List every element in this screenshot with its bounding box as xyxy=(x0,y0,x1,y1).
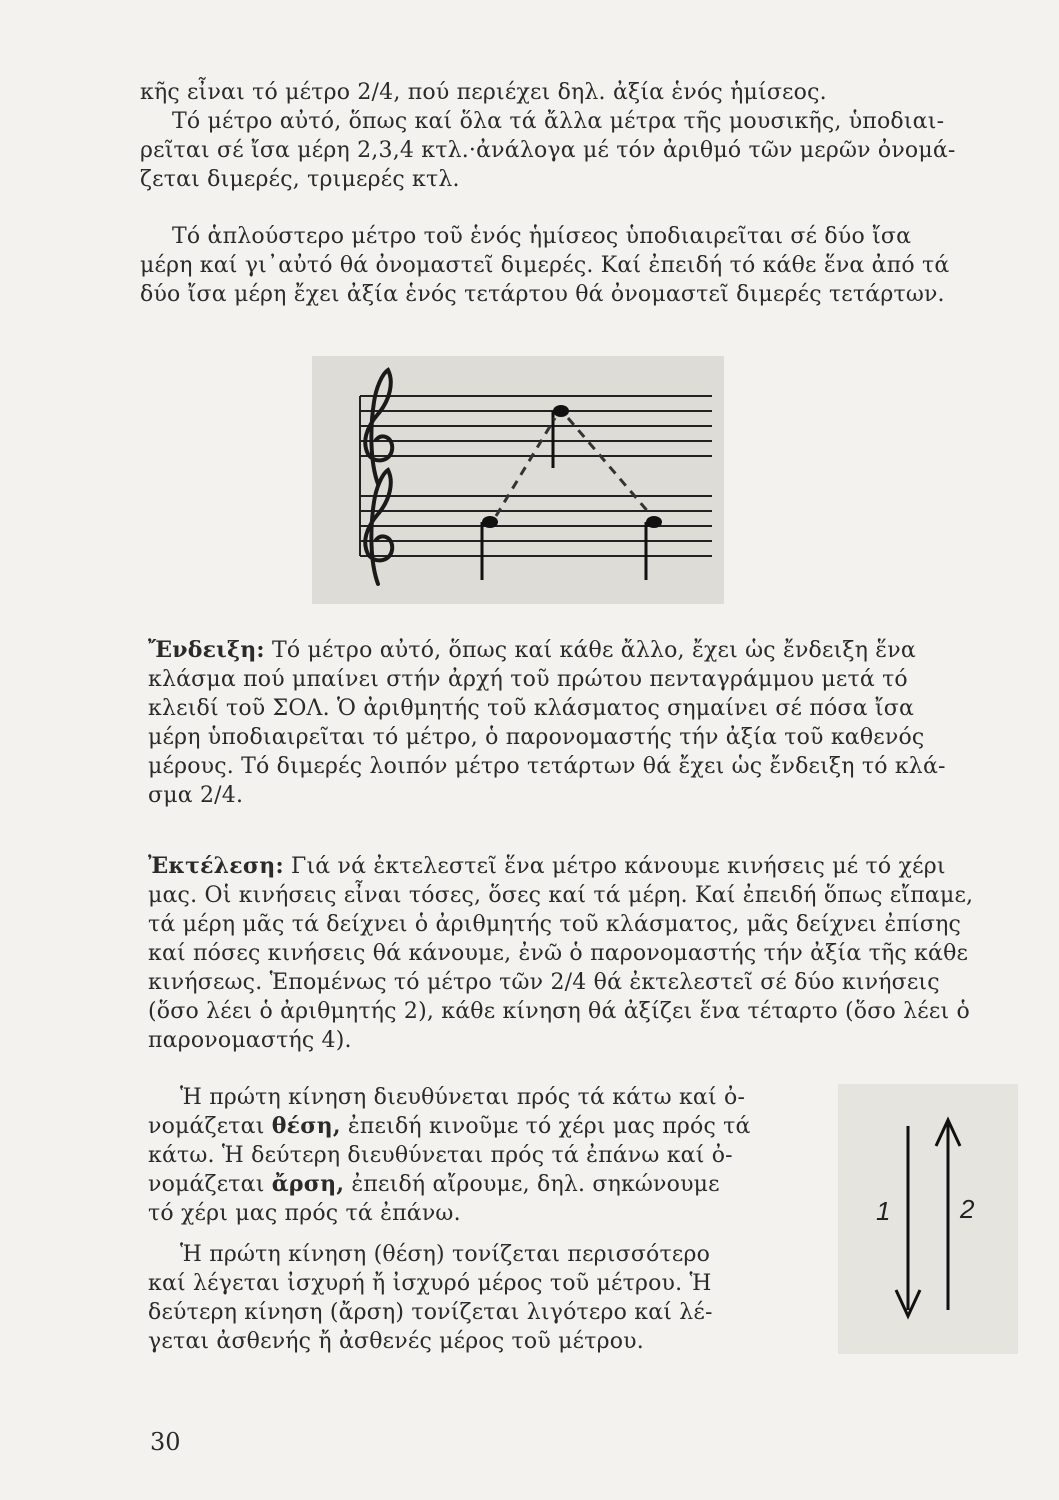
text-line: ζεται διμερές, τριμερές κτλ. xyxy=(140,167,460,192)
paragraph-simplest-meter xyxy=(140,222,1010,309)
indication-heading: Ἔνδειξη: xyxy=(148,637,265,663)
text-line: καί λέγεται ἰσχυρή ἤ ἰσχυρό μέρος τοῦ μέτρου. Ἡ xyxy=(148,1271,712,1296)
text-line: παρονομαστής 4). xyxy=(148,1028,352,1053)
upper-staff-lines xyxy=(360,396,712,456)
text-line: γεται ἀσθενής ἤ ἀσθενές μέρος τοῦ μέτρου. xyxy=(148,1329,644,1354)
paragraph-meter-intro xyxy=(140,78,1010,194)
text-line: κλειδί τοῦ ΣΟΛ. Ὁ ἀριθμητής τοῦ κλάσματος σημαίνει σέ πόσα ἴσα xyxy=(148,696,915,721)
page-number: 30 xyxy=(150,1428,181,1456)
music-staff-illustration xyxy=(312,356,724,604)
paragraph-accent xyxy=(148,1240,808,1356)
text-fragment: νομάζεται xyxy=(148,1114,272,1139)
text-line: τό χέρι μας πρός τά ἐπάνω. xyxy=(148,1201,461,1226)
text-line: καί πόσες κινήσεις θά κάνουμε, ἐνῶ ὁ παρονομαστής τήν ἀξία τῆς κάθε xyxy=(148,941,969,966)
text-line: (ὅσο λέει ὁ ἀριθμητής 2), κάθε κίνηση θά ἀξίζει ἕνα τέταρτο (ὅσο λέει ὁ xyxy=(148,999,970,1024)
execution-heading: Ἐκτέλεση: xyxy=(148,853,284,879)
text-line: Τό μέτρο αὐτό, ὅπως καί κάθε ἄλλο, ἔχει ὡς ἔνδειξη ἕνα xyxy=(264,638,916,663)
text-line: τά μέρη μᾶς τά δείχνει ὁ ἀριθμητής τοῦ κλάσματος, μᾶς δείχνει ἐπίσης xyxy=(148,912,962,937)
text-line: δεύτερη κίνηση (ἄρση) τονίζεται λιγότερο καί λέ- xyxy=(148,1300,713,1325)
text-line: Τό μέτρο αὐτό, ὅπως καί ὅλα τά ἄλλα μέτρα τῆς μουσικῆς, ὑποδιαι- xyxy=(172,109,945,134)
dashed-connector xyxy=(496,418,555,516)
text-line: κινήσεως. Ἑπομένως τό μέτρο τῶν 2/4 θά ἐκτελεστεῖ σέ δύο κινήσεις xyxy=(148,970,940,995)
term-arsis: ἄρση, xyxy=(271,1171,345,1197)
arrow-figure xyxy=(838,1084,1018,1354)
paragraph-indication xyxy=(148,636,1006,810)
text-line: Ἡ πρώτη κίνηση διευθύνεται πρός τά κάτω καί ὀ- xyxy=(180,1085,746,1110)
dashed-connector xyxy=(568,418,650,514)
quarter-note-icon xyxy=(646,516,662,528)
paragraph-movements xyxy=(148,1083,808,1228)
text-line: μέρη ὑποδιαιρεῖται τό μέτρο, ὁ παρονομαστής τήν ἀξία τοῦ καθενός xyxy=(148,725,925,750)
text-line: Τό ἁπλούστερο μέτρο τοῦ ἑνός ἡμίσεος ὑποδιαιρεῖται σέ δύο ἴσα xyxy=(172,224,912,249)
text-fragment: ἐπειδή κινοῦμε τό χέρι μας πρός τά xyxy=(340,1114,751,1139)
text-line: μέρη καί γι᾽αὐτό θά ὀνομαστεῖ διμερές. Καί ἐπειδή τό κάθε ἕνα ἀπό τά xyxy=(140,253,950,278)
arrow-label-2: 2 xyxy=(960,1194,975,1224)
text-line: δύο ἴσα μέρη ἔχει ἀξία ἑνός τετάρτου θά ὀνομαστεῖ διμερές τετάρτων. xyxy=(140,282,945,307)
arrow-label-1: 1 xyxy=(876,1196,891,1226)
text-line: Γιά νά ἐκτελεστεῖ ἕνα μέτρο κάνουμε κινήσεις μέ τό χέρι xyxy=(283,854,946,879)
text-fragment: ἐπειδή αἴρουμε, δηλ. σηκώνουμε xyxy=(344,1172,720,1197)
music-staff-figure xyxy=(312,356,724,604)
quarter-note-icon xyxy=(482,516,498,528)
text-fragment: νομάζεται xyxy=(148,1172,272,1197)
text-line: κλάσμα πού μπαίνει στήν ἀρχή τοῦ πρώτου πενταγράμμου μετά τό xyxy=(148,667,908,692)
text-line: σμα 2/4. xyxy=(148,783,244,808)
text-line: κάτω. Ἡ δεύτερη διευθύνεται πρός τά ἐπάνω καί ὀ- xyxy=(148,1143,733,1168)
quarter-note-icon xyxy=(553,405,569,417)
text-line: μας. Οἱ κινήσεις εἶναι τόσες, ὅσες καί τά μέρη. Καί ἐπειδή ὅπως εἴπαμε, xyxy=(148,883,974,908)
text-line: Ἡ πρώτη κίνηση (θέση) τονίζεται περισσότερο xyxy=(180,1242,711,1267)
text-line: κῆς εἶναι τό μέτρο 2/4, πού περιέχει δηλ. ἀξία ἑνός ἡμίσεος. xyxy=(140,80,827,105)
text-line: ρεῖται σέ ἴσα μέρη 2,3,4 κτλ.·ἀνάλογα μέ τόν ἀριθμό τῶν μερῶν ὀνομά- xyxy=(140,138,956,163)
term-thesis: θέση, xyxy=(271,1113,341,1139)
text-line: μέρους. Τό διμερές λοιπόν μέτρο τετάρτων θά ἔχει ὡς ἔνδειξη τό κλά- xyxy=(148,754,946,779)
paragraph-execution xyxy=(148,852,1006,1055)
